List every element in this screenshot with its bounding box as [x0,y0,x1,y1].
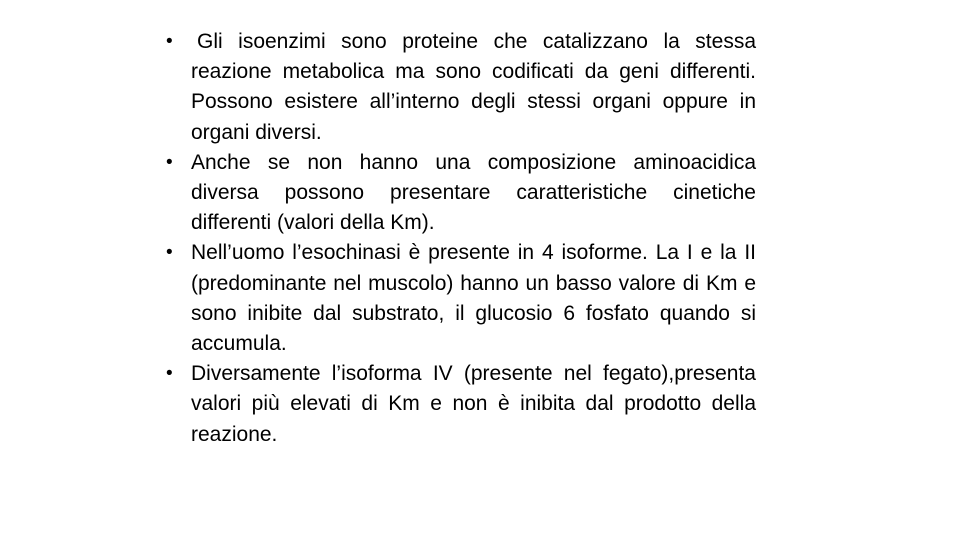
bullet-marker: • [166,363,173,385]
bullet-text: Anche se non hanno una composizione aminoacidica diversa possono presentare caratteristiche cinetiche differenti (valori della Km). [191,150,756,235]
bullet-item-isoenzymes [166,27,756,148]
bullet-marker: • [166,242,173,264]
bullet-text: Nell’uomo l’esochinasi è presente in 4 isoforme. La I e la II (predominante nel muscolo) hanno un basso valore di Km e sono inibite dal substrato, il glucosio 6 fosfato quando si accumula. [191,241,756,356]
bullet-marker: • [166,151,173,173]
bullet-text: Gli isoenzimi sono proteine che catalizzano la stessa reazione metabolica ma sono codificati da geni differenti. Possono esistere all’interno degli stessi organi oppure in organi diversi. [191,30,756,144]
bullet-list [166,27,756,450]
bullet-text: Diversamente l’isoforma IV (presente nel fegato),presenta valori più elevati di Km e non è inibita dal prodotto della reazione. [191,362,756,446]
bullet-item-isoform-iv [166,359,756,450]
bullet-marker: • [166,31,173,52]
bullet-item-kinetics [166,148,756,239]
bullet-item-hexokinase [166,238,756,359]
